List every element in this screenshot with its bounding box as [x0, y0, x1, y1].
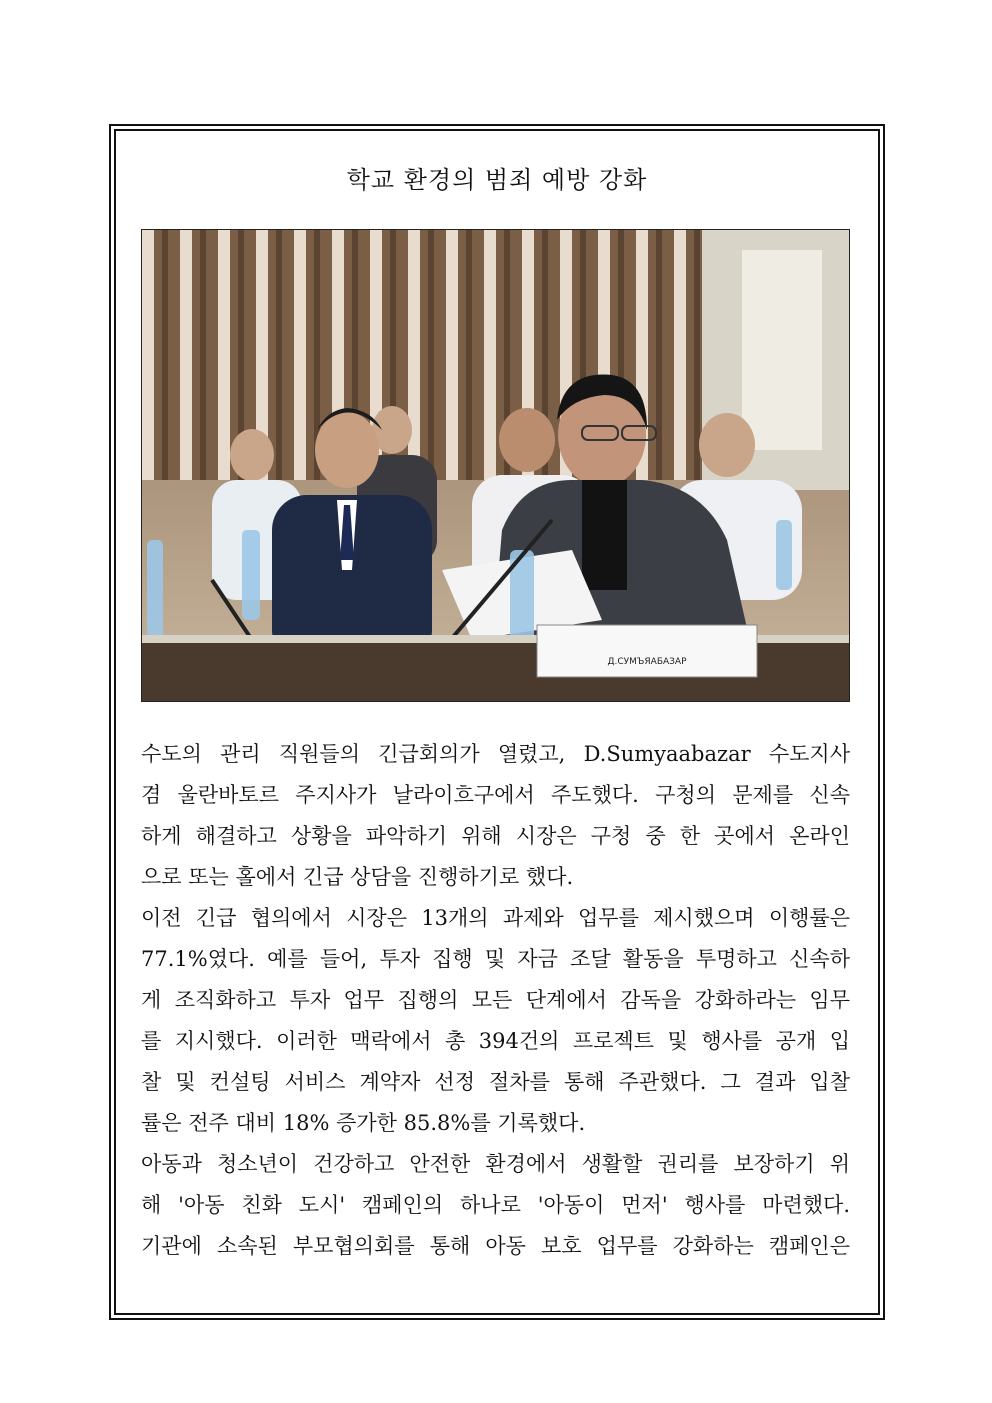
body-line: 를 지시했다. 이러한 맥락에서 총 394건의 프로젝트 및 행사를 공개 입	[141, 1029, 850, 1053]
body-line: 찰 및 컨설팅 서비스 계약자 선정 절차를 통해 주관했다. 그 결과 입찰	[141, 1070, 850, 1094]
photo-placard-text: Д.СУМЪЯАБАЗАР	[607, 657, 687, 667]
body-line: 하게 해결하고 상황을 파악하기 위해 시장은 구청 중 한 곳에서 온라인	[141, 824, 850, 848]
body-line: 77.1%였다. 예를 들어, 투자 집행 및 자금 조달 활동을 투명하고 신속하	[141, 947, 850, 971]
body-line: 이전 긴급 협의에서 시장은 13개의 과제와 업무를 제시했으며 이행률은	[141, 906, 850, 930]
body-line: 률은 전주 대비 18% 증가한 85.8%를 기록했다.	[141, 1111, 586, 1135]
body-line: 해 '아동 친화 도시' 캠페인의 하나로 '아동이 먼저' 행사를 마련했다.	[141, 1193, 850, 1217]
article-title: 학교 환경의 범죄 예방 강화	[346, 166, 648, 194]
body-line: 으로 또는 홀에서 긴급 상담을 진행하기로 했다.	[141, 865, 574, 889]
meeting-photo	[141, 229, 850, 702]
article-body	[141, 734, 850, 1267]
body-line: 겸 울란바토르 주지사가 날라이흐구에서 주도했다. 구청의 문제를 신속	[141, 783, 850, 807]
body-line: 기관에 소속된 부모협의회를 통해 아동 보호 업무를 강화하는 캠페인은	[141, 1234, 850, 1258]
body-line: 아동과 청소년이 건강하고 안전한 환경에서 생활할 권리를 보장하기 위	[141, 1152, 850, 1176]
body-line: 수도의 관리 직원들의 긴급회의가 열렸고, D.Sumyaabazar 수도지사	[141, 742, 850, 766]
body-line: 게 조직화하고 투자 업무 집행의 모든 단계에서 감독을 강화하라는 임무	[141, 988, 850, 1012]
